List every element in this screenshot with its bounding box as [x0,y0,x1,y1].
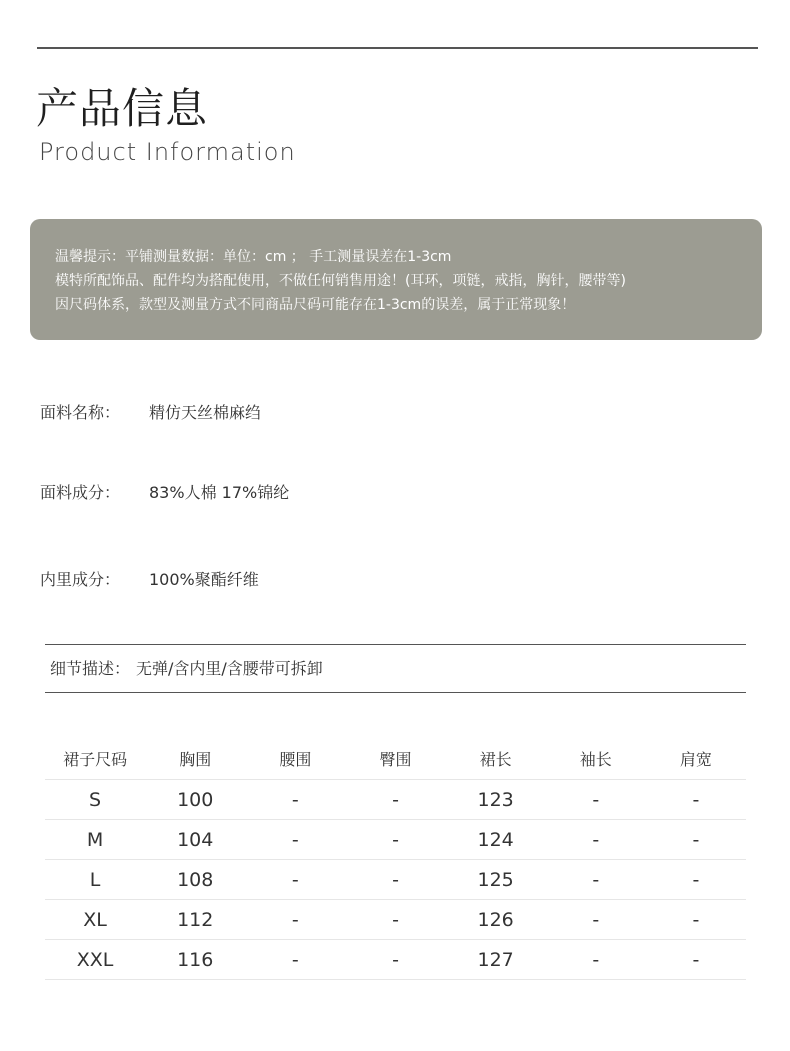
table-cell: 100 [145,780,245,820]
table-cell: L [45,860,145,900]
table-cell: - [546,900,646,940]
detail-row [50,656,323,679]
table-cell: XL [45,900,145,940]
table-cell: 112 [145,900,245,940]
table-cell: 123 [446,780,546,820]
size-table [45,738,746,980]
table-cell: - [546,780,646,820]
detail-top-divider [45,644,746,645]
table-cell: 126 [446,900,546,940]
header-shoulder-width: 肩宽 [646,738,746,780]
table-cell: - [245,940,345,980]
notice-line: 模特所配饰品、配件均为搭配使用，不做任何销售用途！(耳环，项链，戒指，胸针，腰带等) [55,273,626,289]
table-cell: 116 [145,940,245,980]
table-cell: - [546,820,646,860]
table-cell: - [646,780,746,820]
table-cell: S [45,780,145,820]
fabric-composition-label: 面料成分： [40,483,121,502]
table-cell: - [546,860,646,900]
header-bust: 胸围 [145,738,245,780]
fabric-composition-value: 83%人棉 17%锦纶 [149,483,290,502]
table-cell: XXL [45,940,145,980]
table-cell: - [646,900,746,940]
header-sleeve-length: 袖长 [546,738,646,780]
notice-box [30,219,762,340]
table-cell: 108 [145,860,245,900]
table-cell: - [646,940,746,980]
header-dress-length: 裙长 [446,738,546,780]
top-divider [37,47,758,49]
table-cell: M [45,820,145,860]
page-title: 产品信息 [36,84,209,133]
lining-composition-label: 内里成分： [40,570,121,589]
page-subtitle: Product Information [39,138,296,166]
table-row [45,940,746,980]
table-cell: - [646,860,746,900]
header-size: 裙子尺码 [45,738,145,780]
table-cell: 127 [446,940,546,980]
detail-value: 无弹/含内里/含腰带可拆卸 [136,659,323,678]
detail-bottom-divider [45,692,746,693]
table-cell: - [345,780,445,820]
table-cell: 104 [145,820,245,860]
table-cell: - [646,820,746,860]
table-cell: - [546,940,646,980]
table-cell: - [245,860,345,900]
table-cell: - [345,820,445,860]
header-hip: 臀围 [345,738,445,780]
fabric-name-label: 面料名称： [40,403,121,422]
table-row [45,900,746,940]
table-cell: 125 [446,860,546,900]
table-row [45,820,746,860]
table-row [45,780,746,820]
notice-line: 温馨提示：平铺测量数据：单位：cm ； 手工测量误差在1-3cm [55,249,452,265]
detail-label: 细节描述： [50,659,131,678]
lining-composition-value: 100%聚酯纤维 [149,570,259,589]
table-cell: 124 [446,820,546,860]
table-cell: - [245,780,345,820]
table-cell: - [345,900,445,940]
table-cell: - [345,940,445,980]
size-table-header [45,738,746,780]
fabric-name-value: 精仿天丝棉麻绉 [149,403,262,422]
table-cell: - [345,860,445,900]
table-cell: - [245,900,345,940]
table-row [45,860,746,900]
notice-line: 因尺码体系，款型及测量方式不同商品尺码可能存在1-3cm的误差，属于正常现象！ [55,297,576,313]
header-waist: 腰围 [245,738,345,780]
table-cell: - [245,820,345,860]
